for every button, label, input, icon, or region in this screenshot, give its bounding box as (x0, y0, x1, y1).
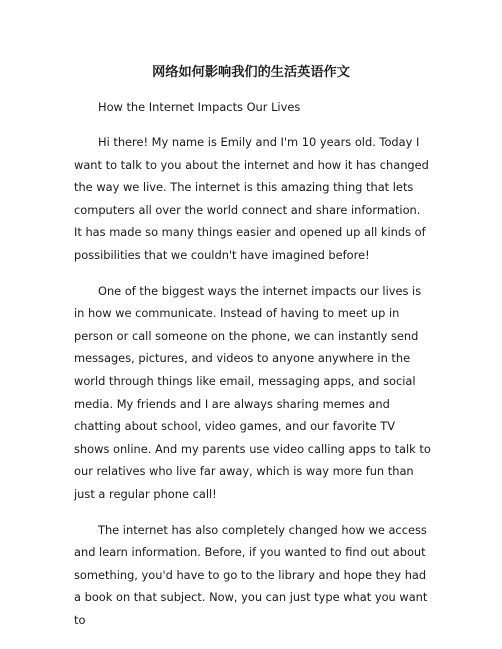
essay-title: How the Internet Impacts Our Lives (98, 100, 301, 114)
paragraph-information: The internet has also completely changed how we access and learn information. Before, if you wanted to find out about something, you'd have to go to the library and hope they had a book on that subject. Now, you can just type what you want to (74, 522, 428, 627)
paragraph-intro: Hi there! My name is Emily and I'm 10 years old. Today I want to talk to you about the internet and how it has changed the way we live. The internet is this amazing thing that lets computers all over the world connect and share information. It has made so many things easier and opened up all kinds of possibilities that we couldn't have imagined before! (74, 135, 429, 262)
document-title: 网络如何影响我们的生活英语作文 (152, 65, 350, 80)
paragraph-communication: One of the biggest ways the internet impacts our lives is in how we communicate. Instead of having to meet up in person or call someone on the phone, we can instantly send messages, pictures, and videos to anyone anywhere in the world through things like email, messaging apps, and social media. My friends and I are always sharing memes and chatting about school, video games, and our favorite TV shows online. And my parents use video calling apps to talk to our relatives who live far away, which is way more fun than just a regular phone call! (74, 283, 431, 501)
